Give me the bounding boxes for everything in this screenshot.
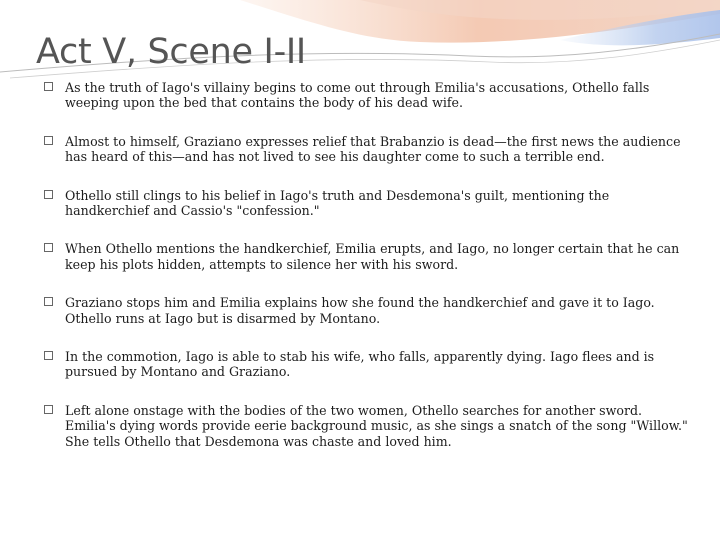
bullet-item (44, 80, 694, 111)
bullet-item (44, 295, 694, 326)
square-bullet-icon (44, 190, 53, 199)
bullet-item (44, 188, 694, 219)
square-bullet-icon (44, 136, 53, 145)
bullet-text: Othello still clings to his belief in Iago's truth and Desdemona's guilt, mentioning the handkerchief and Cassio's "confession." (65, 187, 610, 219)
square-bullet-icon (44, 351, 53, 360)
bullet-item (44, 241, 694, 272)
square-bullet-icon (44, 297, 53, 306)
square-bullet-icon (44, 243, 53, 252)
bullet-item (44, 349, 694, 380)
slide-title: Act V, Scene I-II (36, 32, 306, 72)
bullet-item (44, 134, 694, 165)
bullet-item (44, 403, 694, 449)
bullet-text: In the commotion, Iago is able to stab his wife, who falls, apparently dying. Iago flees and is pursued by Montano and Graziano. (65, 349, 655, 380)
square-bullet-icon (44, 405, 53, 414)
bullet-list (44, 80, 694, 472)
bullet-text: Almost to himself, Graziano expresses relief that Brabanzio is dead—the first news the audience has heard of this—and has not lived to see his daughter come to such a terrible end. (65, 133, 681, 165)
bullet-text: Left alone onstage with the bodies of the two women, Othello searches for another sword. Emilia's dying words provide eerie background music, as she sings a snatch of the song "Willow." She tells Othello that Desdemona was chaste and loved him. (65, 402, 688, 449)
bullet-text: When Othello mentions the handkerchief, Emilia erupts, and Iago, no longer certain that he can keep his plots hidden, attempts to silence her with his sword. (65, 241, 680, 272)
bullet-text: Graziano stops him and Emilia explains how she found the handkerchief and gave it to Iago. Othello runs at Iago but is disarmed by Montano. (65, 295, 655, 326)
bullet-text: As the truth of Iago's villainy begins to come out through Emilia's accusations, Othello falls weeping upon the bed that contains the body of his dead wife. (65, 80, 650, 111)
square-bullet-icon (44, 82, 53, 91)
